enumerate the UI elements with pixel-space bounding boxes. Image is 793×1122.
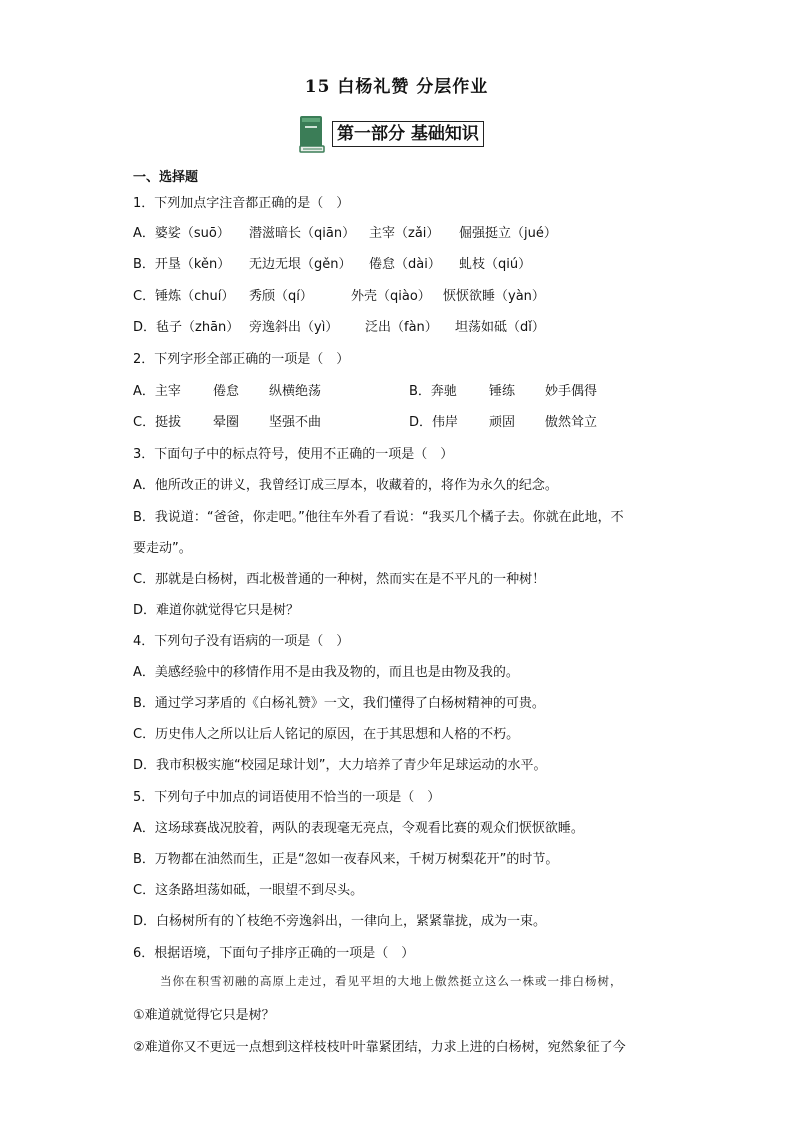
question-3-option-c: C．那就是白杨树，西北极普通的一种树，然而实在是不平凡的一种树！	[133, 572, 546, 587]
question-4-option-a: A．美感经验中的移情作用不是由我及物的，而且也是由物及我的。	[133, 665, 519, 680]
option-term: 坦荡如砥（dǐ）	[455, 320, 545, 335]
option-term: A．婆娑（suō）	[133, 226, 230, 241]
section-banner	[298, 114, 484, 154]
question-3-option-a: A．他所改正的讲义，我曾经订成三厚本，收藏着的，将作为永久的纪念。	[133, 478, 558, 493]
question-4-option-c: C．历史伟人之所以让后人铭记的原因，在于其思想和人格的不朽。	[133, 727, 520, 742]
section-label: 第一部分 基础知识	[332, 121, 484, 147]
option-term: 傲然耸立	[545, 415, 598, 430]
question-4-option-b: B．通过学习茅盾的《白杨礼赞》一文，我们懂得了白杨树精神的可贵。	[133, 696, 545, 711]
option-term: 倦怠	[213, 384, 240, 399]
option-term: 锤练	[489, 384, 516, 399]
option-term: 虬枝（qiú）	[459, 257, 532, 272]
option-term: 恹恹欲睡（yàn）	[443, 289, 545, 304]
option-term: D．毡子（zhān）	[133, 320, 240, 335]
question-5-option-b: B．万物都在油然而生，正是“忽如一夜春风来，千树万树梨花开”的时节。	[133, 852, 559, 867]
option-term: 泛出（fàn）	[365, 320, 438, 335]
option-term: 妙手偶得	[545, 384, 598, 399]
option-term: 外壳（qiào）	[351, 289, 431, 304]
page-title: 15 白杨礼赞 分层作业	[304, 77, 489, 97]
option-term: C．锤炼（chuí）	[133, 289, 235, 304]
question-5-option-c: C．这条路坦荡如砥，一眼望不到尽头。	[133, 883, 364, 898]
option-term: 秀颀（qí）	[249, 289, 313, 304]
question-5-option-a: A．这场球赛战况胶着，两队的表现毫无亮点，令观看比赛的观众们恹恹欲睡。	[133, 821, 584, 836]
option-term: D．伟岸	[409, 415, 459, 430]
option-term: 无边无垠（gěn）	[249, 257, 352, 272]
option-term: 倦怠（dài）	[369, 257, 441, 272]
question-5-stem: 5．下列句子中加点的词语使用不恰当的一项是（ ）	[133, 790, 441, 805]
option-term: 坚强不曲	[269, 415, 322, 430]
option-term: 潜滋暗长（qiān）	[249, 226, 356, 241]
book-icon	[298, 114, 328, 154]
section-heading: 一、选择题	[133, 170, 199, 185]
option-term: B．开垦（kěn）	[133, 257, 231, 272]
question-3-option-d: D．难道你就觉得它只是树？	[133, 603, 300, 618]
question-6-sentence-2: ②难道你又不更远一点想到这样枝枝叶叶靠紧团结，力求上进的白杨树，宛然象征了今	[133, 1040, 626, 1055]
option-term: 纵横绝荡	[269, 384, 322, 399]
option-term: 倔强挺立（jué）	[459, 226, 557, 241]
option-term: 主宰（zǎi）	[369, 226, 440, 241]
option-term: C．挺拔	[133, 415, 182, 430]
question-4-option-d: D．我市积极实施“校园足球计划”，大力培养了青少年足球运动的水平。	[133, 758, 547, 773]
question-3-option-b-cont: 要走动”。	[133, 541, 192, 556]
option-term: 旁逸斜出（yì）	[249, 320, 339, 335]
option-term: 晕圈	[213, 415, 240, 430]
question-6-context: 当你在积雪初融的高原上走过，看见平坦的大地上傲然挺立这么一株或一排白杨树，	[160, 974, 623, 988]
option-term: 顽固	[489, 415, 516, 430]
question-3-stem: 3．下面句子中的标点符号，使用不正确的一项是（ ）	[133, 447, 454, 462]
question-6-sentence-1: ①难道就觉得它只是树？	[133, 1008, 275, 1023]
option-term: A．主宰	[133, 384, 181, 399]
question-3-option-b: B．我说道：“爸爸，你走吧。”他往车外看了看说：“我买几个橘子去。你就在此地，不	[133, 510, 624, 525]
question-4-stem: 4．下列句子没有语病的一项是（ ）	[133, 634, 350, 649]
question-2-stem: 2．下列字形全部正确的一项是（ ）	[133, 352, 350, 367]
option-term: B．奔驰	[409, 384, 457, 399]
question-6-stem: 6．根据语境，下面句子排序正确的一项是（ ）	[133, 946, 415, 961]
question-5-option-d: D．白杨树所有的丫枝绝不旁逸斜出，一律向上，紧紧靠拢，成为一束。	[133, 914, 547, 929]
question-1-stem: 1．下列加点字注音都正确的是（ ）	[133, 196, 350, 211]
